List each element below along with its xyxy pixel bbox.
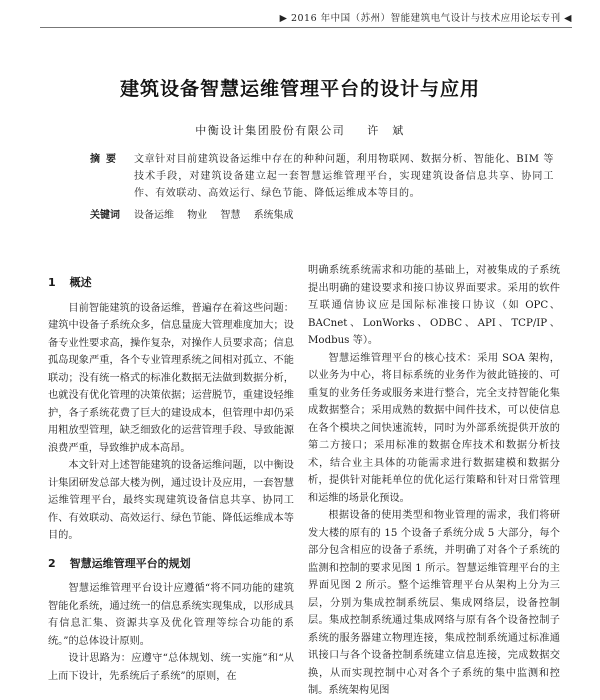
right-column — [308, 262, 560, 700]
keyword: 设备运维 — [134, 210, 174, 221]
keywords-list — [134, 207, 554, 224]
keywords — [90, 207, 554, 224]
keywords-label: 关键词 — [90, 210, 120, 221]
paragraph: 根据设备的使用类型和物业管理的需求，我们将研发大楼的原有的 15 个设备子系统分成 5 大部分，每个部分包含相应的设备子系统，并明确了对各个子系统的监测和控制的要求见图 1 所示。智慧运维管理平台的主界面见图 2 所示。整个运维管理平台从架构上分为三层，分别为集成控制系统层、集成网络层，设备控制层。集成控制系统通过集成网络与原有各个设备控制子系统的服务器建立物理连接，集成控制系统通过标准通讯接口与各个设备控制系统建立信息连接，完成数据交换，从而实现控制中心对各个子系统的集中监测和控制。系统架构见图 — [308, 510, 560, 696]
abstract-text: 文章针对目前建筑设备运维中存在的种种问题，利用物联网、数据分析、智能化、BIM 等技术手段，对建筑设备建立起一套智慧运维管理平台，实现建筑设备信息共享、协同工作、有效联动、高效运行、绿色节能、降低运维成本等目的。 — [134, 154, 554, 199]
section-number: 2 — [48, 556, 56, 570]
left-column — [48, 266, 294, 685]
abstract — [90, 151, 554, 202]
paragraph: 智慧运维管理平台设计应遵循“将不同功能的建筑智能化系统，通过统一的信息系统实现集成，以形成具有信息汇集、资源共享及优化管理等综合功能的系统。”的总体设计原则。 — [48, 583, 294, 647]
author-line — [0, 122, 600, 138]
header-rule — [40, 27, 572, 28]
paragraph: 设计思路为：应遵守“总体规划、统一实施”和“从上而下设计，先系统后子系统”的原则，在 — [48, 653, 294, 682]
running-head: ▶ 2016 年中国（苏州）智能建筑电气设计与技术应用论坛专刊 ◀ — [279, 13, 572, 24]
keyword: 物业 — [187, 210, 208, 221]
abstract-label: 摘要 — [90, 154, 122, 165]
section-title: 智慧运维管理平台的规划 — [69, 556, 191, 570]
keyword: 智慧 — [220, 210, 241, 221]
keyword: 系统集成 — [253, 210, 294, 221]
paragraph: 目前智能建筑的设备运维，普遍存在着这些问题：建筑中设备子系统众多，信息量庞大管理难度加大；设备专业性要求高，操作复杂，对操作人员要求高；信息孤岛现象严重，各个专业管理系统之间相对孤立、不能联动；没有统一格式的标准化数据无法做到数据分析，也就没有优化管理的决策依据；运营脱节，重建设轻维护，各子系统花费了巨大的建设成本，但管理中却仍采用粗放型管理，缺乏细致化的运营管理手段、导致能源浪费严重，导致维护成本高昂。 — [48, 302, 294, 454]
section-title: 概述 — [69, 276, 92, 289]
article-title: 建筑设备智慧运维管理平台的设计与应用 — [119, 78, 480, 100]
paragraph: 智慧运维管理平台的核心技术：采用 SOA 架构，以业务为中心，将目标系统的业务作为彼此链接的、可重复的业务任务或服务来进行整合，完全支持智能化集成数据整合；采用成熟的数据中间件技术，可以使信息在各个模块之间快速流转，同时为外部系统提供开放的第二方接口；采用标准的数据仓库技术和数据分析技术，结合业主具体的功能需求进行数据建模和数据分析，提供针对能耗单位的优化运行策略和针对日常管理和运维的场景化预设。 — [308, 352, 560, 504]
paragraph: 本文针对上述智能建筑的设备运维问题，以中衡设计集团研发总部大楼为例，通过设计及应用，一套智慧运维管理平台，最终实现建筑设备信息共享、协同工作、有效联动、高效运行、绿色节能、降低运维成本等目的。 — [48, 460, 294, 541]
section-number: 1 — [48, 276, 56, 289]
section-heading-1 — [48, 274, 294, 292]
section-heading-2 — [48, 555, 294, 573]
author-name: 许 斌 — [367, 124, 405, 137]
author-organization: 中衡设计集团股份有限公司 — [195, 124, 346, 137]
paragraph: 明确系统系统需求和功能的基础上，对被集成的子系统提出明确的建设要求和接口协议界面要求。采用的软件互联通信协议应是国际标准接口协议（如 OPC、BACnet、LonWorks、ODBC、API、TCP/IP、Modbus 等）。 — [308, 265, 560, 346]
